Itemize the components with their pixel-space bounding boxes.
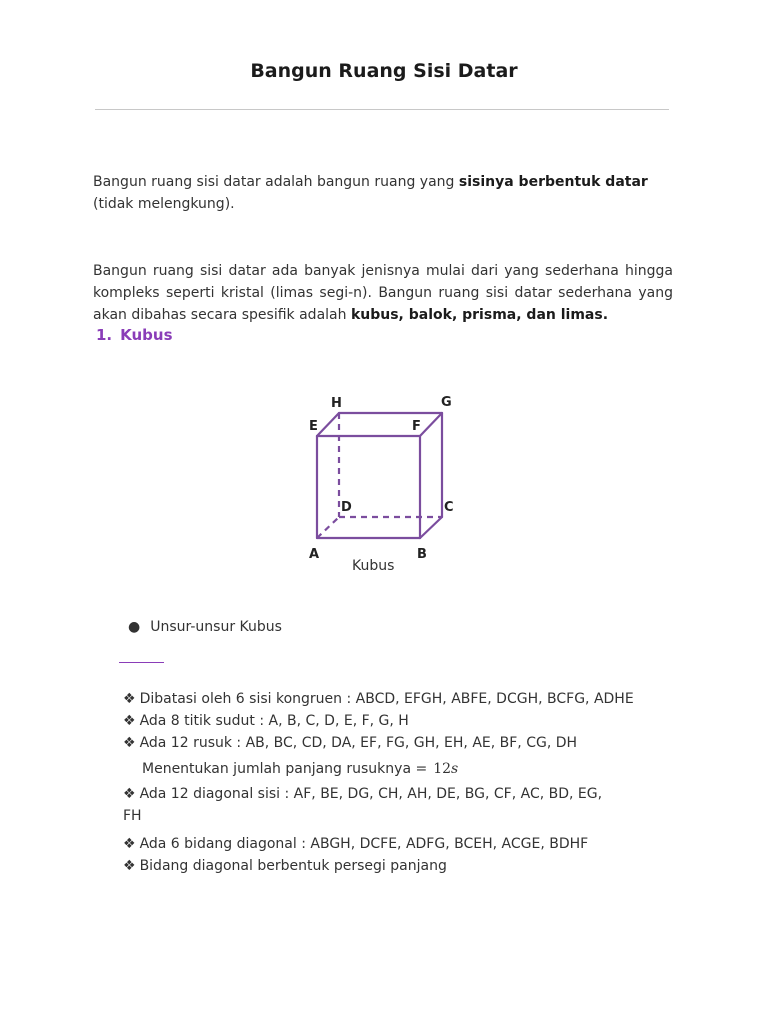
vertex-label-f: F — [412, 419, 421, 434]
section-heading-kubus — [96, 326, 173, 344]
intro-paragraph-1 — [93, 171, 673, 215]
figure-caption: Kubus — [352, 558, 395, 574]
formula-math — [433, 761, 458, 777]
list-item — [123, 855, 643, 877]
diamond-bullet-icon: ❖ — [123, 691, 136, 707]
vertex-label-c: C — [444, 500, 454, 515]
intro-p1-text-a: Bangun ruang sisi datar adalah bangun ruang yang — [93, 174, 459, 190]
vertex-label-a: A — [309, 547, 320, 562]
formula-text: Menentukan jumlah panjang rusuknya = — [142, 761, 428, 777]
intro-p1-text-b: (tidak melengkung). — [93, 196, 235, 212]
vertex-label-e: E — [309, 419, 318, 434]
item-text: Dibatasi oleh 6 sisi kongruen : ABCD, EFGH, ABFE, DCGH, BCFG, ADHE — [139, 691, 634, 707]
unsur-bullet — [128, 619, 282, 635]
list-item — [123, 688, 643, 710]
vertex-label-g: G — [441, 395, 452, 410]
formula-line — [142, 761, 458, 777]
vertex-label-b: B — [417, 547, 427, 562]
diamond-bullet-icon: ❖ — [123, 786, 136, 802]
edge-ad-hidden — [317, 517, 339, 538]
intro-p2-text: Bangun ruang sisi datar ada banyak jenisnya mulai dari yang sederhana hingga kompleks seperti kristal (limas segi-n). Bangun ruang sisi datar sederhana yang akan dibahas secara spesifik adalah — [93, 263, 673, 323]
formula-number: 12 — [433, 761, 452, 777]
accent-divider — [119, 662, 164, 663]
bullet-dot: ● — [128, 619, 141, 635]
item-text: Ada 8 titik sudut : A, B, C, D, E, F, G, H — [139, 713, 409, 729]
item-text: Bidang diagonal berbentuk persegi panjang — [139, 858, 447, 874]
cube-figure — [295, 386, 475, 576]
edge-fg — [420, 413, 442, 436]
intro-paragraph-2 — [93, 260, 673, 326]
item-text: Ada 12 diagonal sisi : AF, BE, DG, CH, AH, DE, BG, CF, AC, BD, EG, FH — [123, 786, 603, 824]
item-text: Ada 12 rusuk : AB, BC, CD, DA, EF, FG, GH, EH, AE, BF, CG, DH — [139, 735, 578, 751]
diamond-bullet-icon: ❖ — [123, 735, 136, 751]
item-text: Ada 6 bidang diagonal : ABGH, DCFE, ADFG, BCEH, ACGE, BDHF — [139, 836, 589, 852]
page-title: Bangun Ruang Sisi Datar — [250, 60, 518, 82]
list-item — [123, 710, 643, 732]
title-divider — [95, 109, 669, 110]
section-number: 1. — [96, 326, 113, 344]
vertex-label-h: H — [331, 396, 342, 411]
vertex-label-d: D — [341, 500, 352, 515]
diamond-bullet-icon: ❖ — [123, 713, 136, 729]
list-item — [123, 833, 643, 855]
cube-diagram — [295, 386, 475, 576]
formula-variable: s — [451, 761, 459, 777]
diamond-bullet-icon: ❖ — [123, 836, 136, 852]
diamond-bullet-icon: ❖ — [123, 858, 136, 874]
section-title: Kubus — [120, 326, 173, 344]
list-item — [123, 783, 613, 827]
edge-eh — [317, 413, 339, 436]
intro-p1-bold: sisinya berbentuk datar — [458, 174, 648, 190]
list-item — [123, 732, 643, 754]
edge-bc — [420, 517, 442, 538]
unsur-label: Unsur-unsur Kubus — [150, 619, 282, 635]
intro-p2-bold: kubus, balok, prisma, dan limas. — [350, 307, 609, 323]
